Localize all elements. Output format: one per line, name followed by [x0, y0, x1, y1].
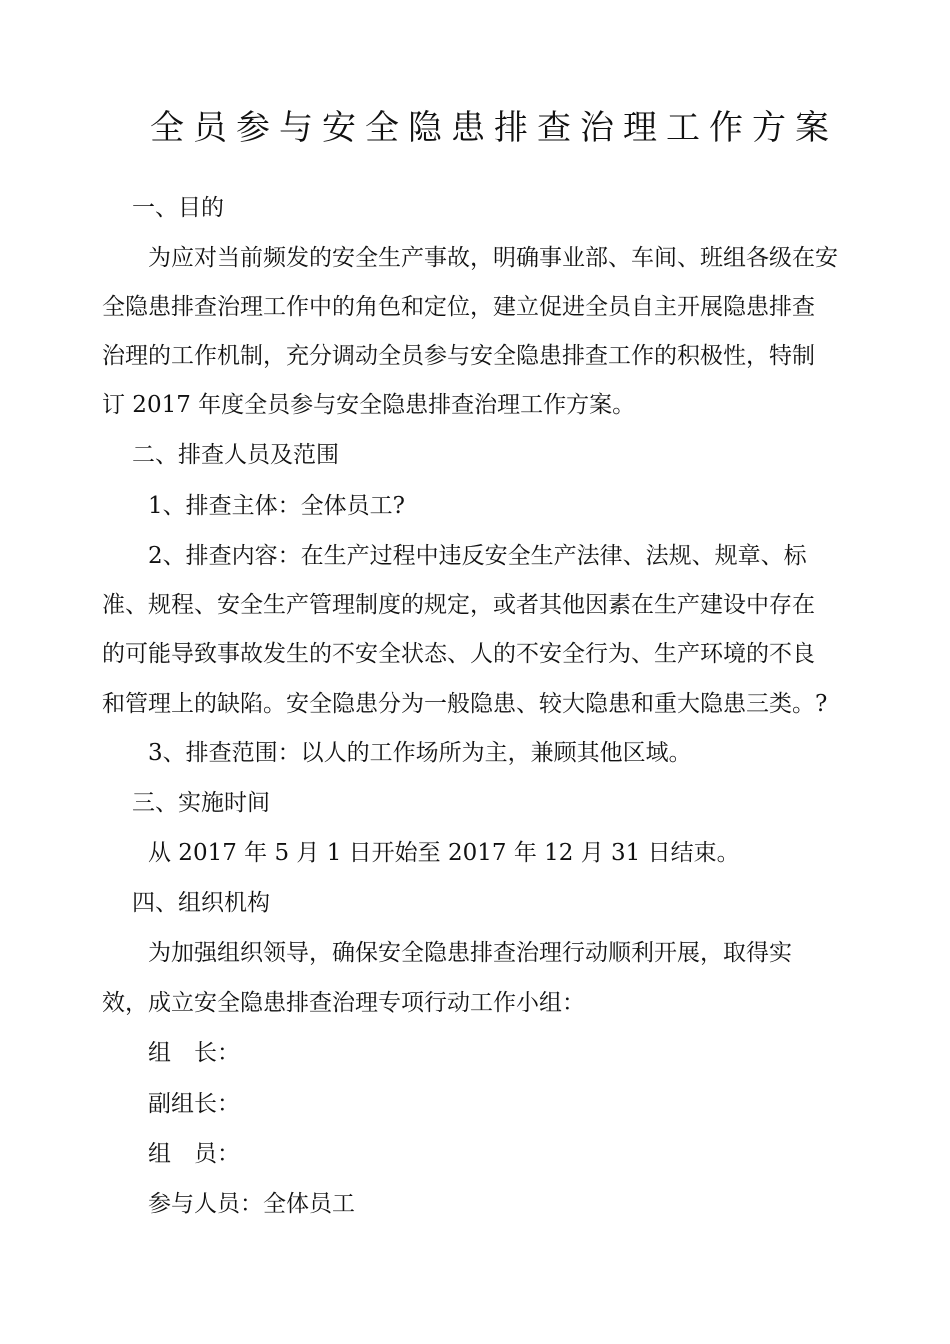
section-1-paragraph-line-3: 治理的工作机制，充分调动全员参与安全隐患排查工作的积极性，特制 — [102, 343, 815, 369]
deputy-leader-label: 副组长： — [148, 1091, 240, 1117]
section-4-paragraph-line-2: 效，成立安全隐患排查治理专项行动工作小组： — [102, 990, 585, 1016]
section-4-heading: 四、组织机构 — [132, 890, 270, 916]
section-2-item-1: 1、排查主体：全体员工? — [148, 493, 405, 519]
section-2-item-2-line-3: 的可能导致事故发生的不安全状态、人的不安全行为、生产环境的不良 — [102, 641, 815, 667]
section-3-paragraph: 从 2017 年 5 月 1 日开始至 2017 年 12 月 31 日结束。 — [148, 840, 740, 866]
section-2-item-3: 3、排查范围：以人的工作场所为主，兼顾其他区域。 — [148, 740, 692, 766]
section-1-paragraph-line-1: 为应对当前频发的安全生产事故，明确事业部、车间、班组各级在安 — [148, 245, 838, 271]
section-3-heading: 三、实施时间 — [132, 790, 270, 816]
section-2-item-2-line-2: 准、规程、安全生产管理制度的规定，或者其他因素在生产建设中存在 — [102, 592, 815, 618]
section-1-heading: 一、目的 — [132, 195, 224, 221]
group-leader-label: 组 长： — [148, 1040, 240, 1066]
section-1-paragraph-line-4: 订 2017 年度全员参与安全隐患排查治理工作方案。 — [102, 392, 636, 418]
group-members-label: 组 员： — [148, 1141, 240, 1167]
document-title: 全员参与安全隐患排查治理工作方案 — [150, 108, 838, 148]
section-4-paragraph-line-1: 为加强组织领导，确保安全隐患排查治理行动顺利开展，取得实 — [148, 940, 792, 966]
section-2-item-2-line-1: 2、排查内容：在生产过程中违反安全生产法律、法规、规章、标 — [148, 543, 807, 569]
section-2-item-2-line-4: 和管理上的缺陷。安全隐患分为一般隐患、较大隐患和重大隐患三类。? — [102, 691, 828, 717]
section-1-paragraph-line-2: 全隐患排查治理工作中的角色和定位，建立促进全员自主开展隐患排查 — [102, 294, 815, 320]
participants-line: 参与人员：全体员工 — [148, 1191, 355, 1217]
section-2-heading: 二、排查人员及范围 — [132, 442, 339, 468]
